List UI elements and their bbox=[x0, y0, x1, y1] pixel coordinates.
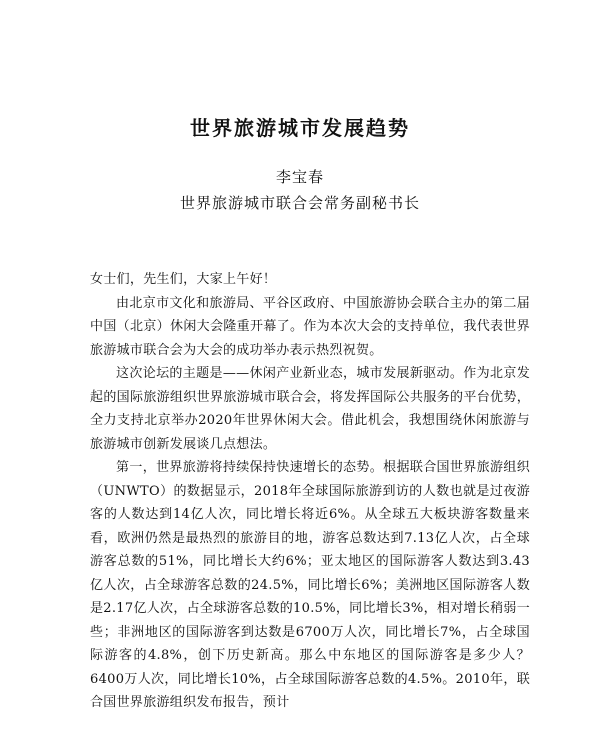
paragraph: 由北京市文化和旅游局、平谷区政府、中国旅游协会联合主办的第二届中国（北京）休闲大会隆重开幕了。作为本次大会的支持单位，我代表世界旅游城市联合会为大会的成功举办表示热烈祝贺。 bbox=[90, 295, 530, 358]
author-name: 李宝春 bbox=[275, 168, 324, 186]
author-role: 世界旅游城市联合会常务副秘书长 bbox=[179, 194, 420, 212]
document-body bbox=[90, 268, 530, 715]
paragraph-greeting: 女士们，先生们，大家上午好！ bbox=[90, 272, 277, 287]
document-title: 世界旅游城市发展趋势 bbox=[190, 116, 410, 140]
paragraph: 第一，世界旅游将持续保持快速增长的态势。根据联合国世界旅游组织（UNWTO）的数据显示，2018年全球国际旅游到访的人数也就是过夜游客的人数达到14亿人次，同比增长将近6%。从全球五大板块游客数量来看，欧洲仍然是最热烈的旅游目的地，游客总数达到7.13亿人次，占全球游客总数的51%，同比增长大约6%；亚太地区的国际游客人数达到3.43亿人次，占全球游客总数的24.5%，同比增长6%；美洲地区国际游客人数是2.17亿人次，占全球游客总数的10.5%，同比增长3%，相对增长稍弱一些；非洲地区的国际游客到达数是6700万人次，同比增长7%，占全球国际游客的4.8%，创下历史新高。那么中东地区的国际游客是多少人？6400万人次，同比增长10%，占全球国际游客总数的4.5%。2010年，联合国世界旅游组织发布报告，预计 bbox=[90, 460, 530, 710]
paragraph: 这次论坛的主题是——休闲产业新业态，城市发展新驱动。作为北京发起的国际旅游组织世界旅游城市联合会，将发挥国际公共服务的平台优势，全力支持北京举办2020年世界休闲大会。借此机会，我想围绕休闲旅游与旅游城市创新发展谈几点想法。 bbox=[90, 366, 530, 452]
